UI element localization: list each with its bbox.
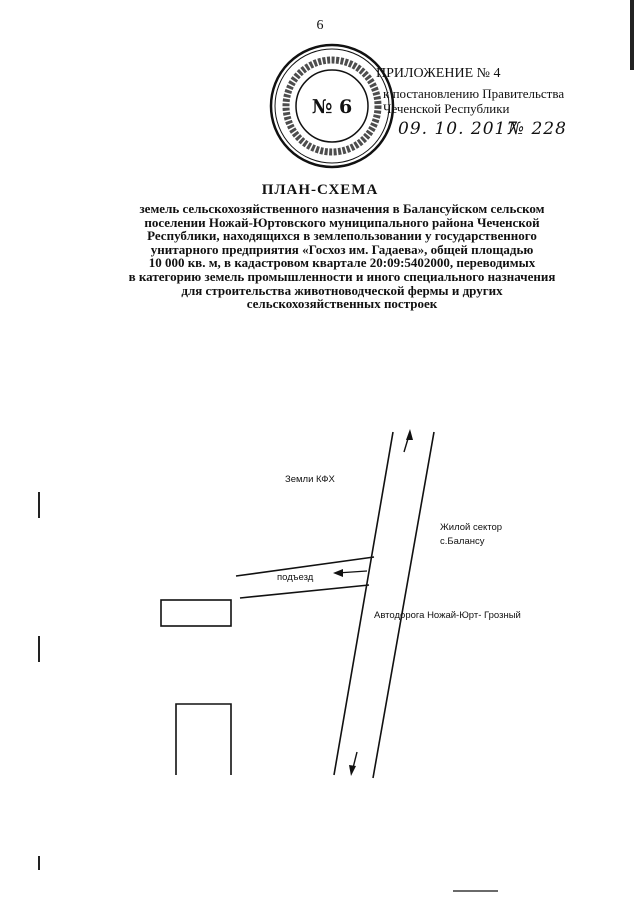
plot-rectangle-upper	[161, 600, 231, 626]
map-label-highway: Автодорога Ножай-Юрт- Грозный	[374, 610, 521, 621]
map-label-access-road: подъезд	[277, 572, 314, 583]
appendix-subtitle-line-1: к постановлению Правительства	[383, 86, 565, 101]
appendix-title: ПРИЛОЖЕНИЕ № 4	[376, 66, 501, 81]
appendix-date: 09. 10. 2017	[398, 119, 519, 139]
description-line: унитарного предприятия «Госхоз им. Гадаева», общей площадью	[150, 241, 534, 257]
arrow-down-head	[349, 765, 356, 776]
description-line: в категорию земель промышленности и иного специального назначения	[128, 268, 556, 284]
document-title: ПЛАН-СХЕМА	[261, 182, 379, 198]
map-label-kfh-lands: Земли КФХ	[285, 474, 335, 485]
scan-margin-mark	[630, 0, 634, 70]
appendix-subtitle-line-2: Чеченской Республики	[383, 101, 510, 116]
scan-margin-mark	[38, 492, 40, 518]
description-line: для строительства животноводческой фермы и других	[181, 282, 503, 298]
access-arrow-head	[333, 569, 343, 577]
appendix-number: № 228	[508, 119, 567, 139]
map-label-village: с.Балансу	[440, 536, 485, 547]
map-label-residential: Жилой сектор	[440, 522, 503, 533]
description-line: 10 000 кв. м, в кадастровом квартале 20:09:5402000, переводимых	[148, 255, 536, 271]
access-road-bottom	[240, 585, 369, 598]
description-line: земель сельскохозяйственного назначения в Балансуйском сельском	[139, 201, 545, 216]
seal-number: № 6	[311, 96, 353, 118]
description-line: сельскохозяйственных построек	[246, 296, 438, 312]
highway-edge-left	[334, 432, 393, 775]
page-number: 6	[316, 18, 324, 33]
highway-edge-right	[373, 432, 434, 778]
description-line: Республики, находящихся в землепользовании у государственного	[147, 228, 537, 244]
plot-rectangle-lower	[176, 704, 231, 775]
arrow-up-head	[406, 429, 413, 440]
description-line: поселении Ножай-Юртовского муниципального района Чеченской	[144, 214, 540, 230]
scan-margin-mark	[38, 856, 40, 870]
scan-margin-mark	[38, 636, 40, 662]
